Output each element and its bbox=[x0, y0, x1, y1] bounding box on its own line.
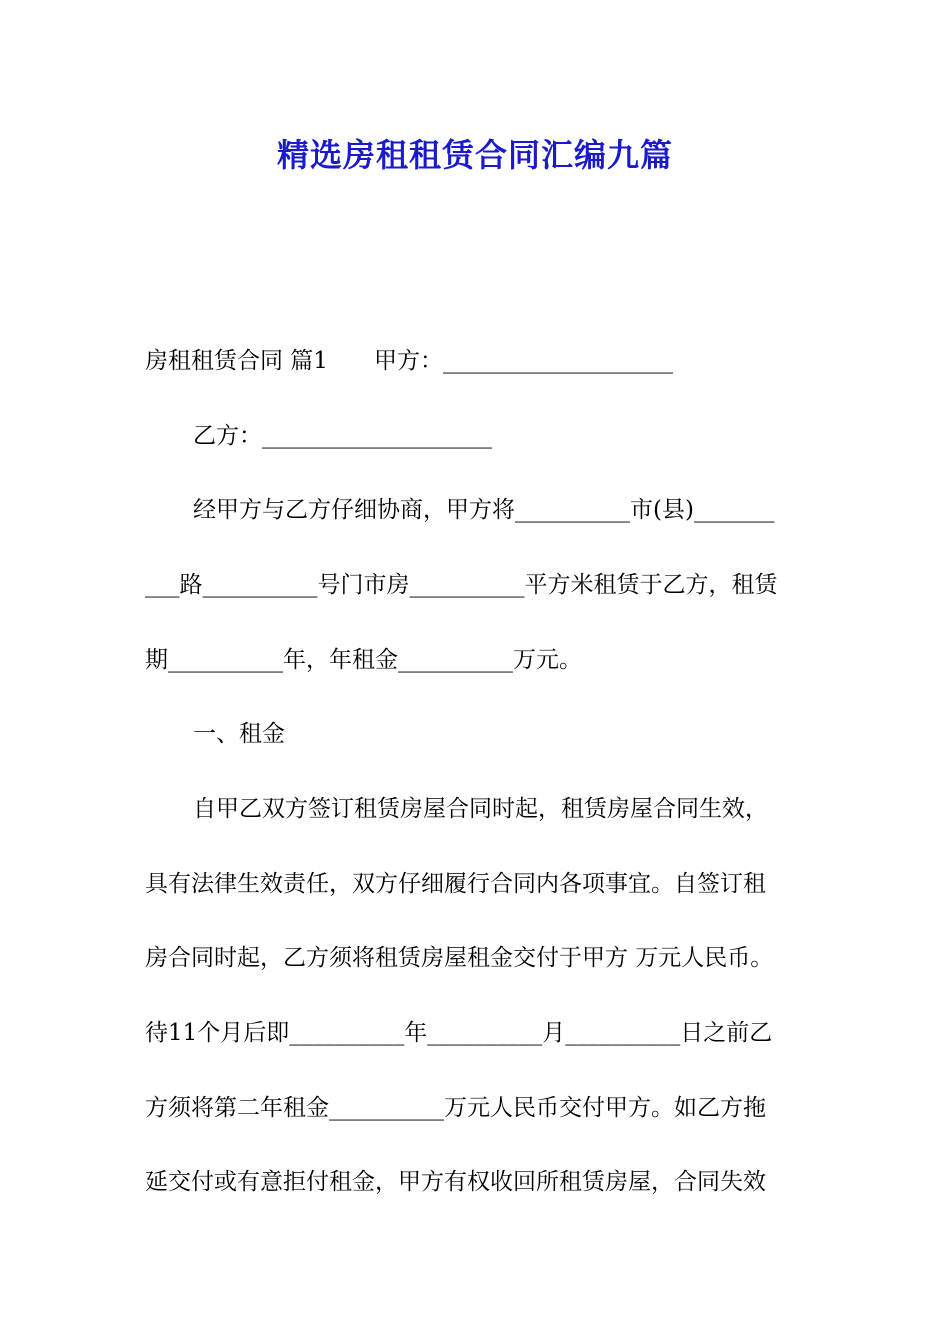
party-b-line: 乙方：____________________ bbox=[193, 423, 492, 449]
document-title: 精选房租租赁合同汇编九篇 bbox=[276, 136, 673, 174]
paragraph-line: ___路__________号门市房__________平方米租赁于乙方，租赁 bbox=[145, 572, 778, 598]
contract-label: 房租租赁合同 篇1 bbox=[145, 348, 328, 374]
paragraph-line: 自甲乙双方签订租赁房屋合同时起，租赁房屋合同生效， bbox=[193, 796, 768, 822]
paragraph-line: 房合同时起，乙方须将租赁房屋租金交付于甲方 万元人民币。 bbox=[145, 945, 774, 971]
paragraph-line: 方须将第二年租金__________万元人民币交付甲方。如乙方拖 bbox=[145, 1095, 766, 1121]
paragraph-line: 经甲方与乙方仔细协商，甲方将__________市(县)_______ bbox=[193, 497, 775, 523]
paragraph-line: 待11个月后即__________年__________月__________日之前乙 bbox=[145, 1020, 773, 1046]
paragraph-line: 期__________年，年租金__________万元。 bbox=[145, 647, 582, 673]
header-line bbox=[145, 346, 810, 376]
paragraph-line: 延交付或有意拒付租金，甲方有权收回所租赁房屋，合同失效 bbox=[145, 1169, 766, 1195]
party-a-line: 甲方：____________________ bbox=[373, 348, 673, 374]
section-heading: 一、租金 bbox=[193, 721, 285, 747]
paragraph-line: 具有法律生效责任，双方仔细履行合同内各项事宜。自签订租 bbox=[145, 871, 766, 897]
